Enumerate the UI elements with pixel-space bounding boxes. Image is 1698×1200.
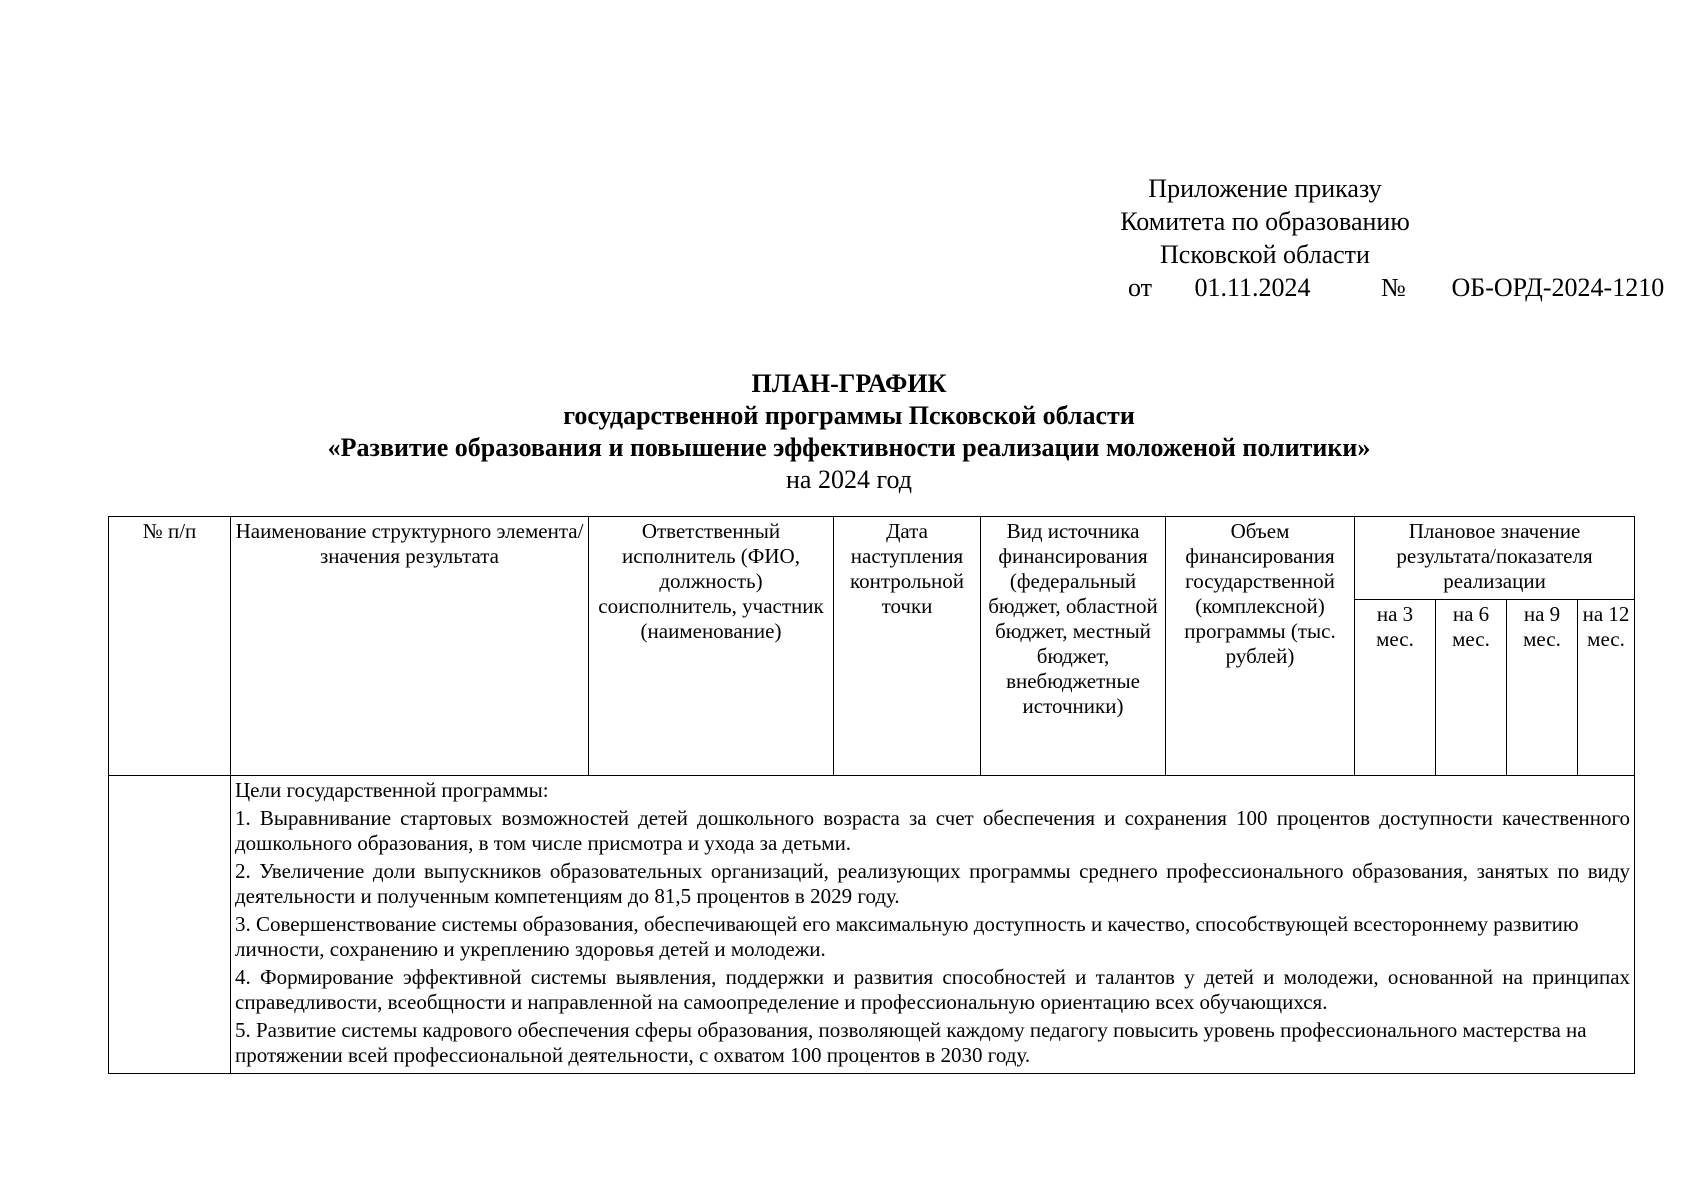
- goals-cell: [231, 776, 1635, 1074]
- header-num: № п/п: [109, 517, 231, 776]
- appendix-date-line: [1100, 271, 1665, 304]
- header-12-months: на 12 мес.: [1578, 600, 1635, 776]
- header-9-months: на 9 мес.: [1507, 600, 1578, 776]
- order-number: ОБ-ОРД-2024-1210: [1451, 273, 1665, 302]
- document-title: [0, 368, 1698, 496]
- title-line-1: ПЛАН-ГРАФИК: [751, 369, 947, 398]
- goal-item: 1. Выравнивание стартовых возможностей детей дошкольного возраста за счет обеспечения и сохранения 100 процентов доступности качественного дошкольного образования, в том числе присмотра и ухода за детьми.: [235, 806, 1631, 855]
- appendix-line-3: Псковской области: [1160, 240, 1370, 269]
- header-date: Дата наступления контрольной точки: [834, 517, 981, 776]
- title-line-4: на 2024 год: [786, 465, 912, 494]
- header-source: Вид источника финансирования (федеральный бюджет, областной бюджет, местный бюджет, внебюджетные источники): [981, 517, 1166, 776]
- goal-item: 5. Развитие системы кадрового обеспечения сферы образования, позволяющей каждому педагогу повысить уровень профессионального мастерства на протяжении всей профессиональной деятельности, с охватом 100 процентов в 2030 году.: [235, 1018, 1587, 1067]
- appendix-line-1: Приложение приказу: [1148, 174, 1382, 203]
- header-3-months: на 3 мес.: [1355, 600, 1436, 776]
- title-line-3: «Развитие образования и повышение эффективности реализации моложеной политики»: [327, 433, 1371, 462]
- goals-num-cell: [109, 776, 231, 1074]
- header-volume: Объем финансирования государственной (комплексной) программы (тыс. рублей): [1166, 517, 1355, 776]
- appendix-line-2: Комитета по образованию: [1120, 207, 1410, 236]
- number-sign: №: [1381, 273, 1406, 302]
- header-name: Наименование структурного элемента/ значения результата: [231, 517, 589, 776]
- goals-heading: Цели государственной программы:: [235, 778, 549, 802]
- title-line-2: государственной программы Псковской области: [563, 401, 1135, 430]
- header-executor: Ответственный исполнитель (ФИО, должность) соисполнитель, участник (наименование): [589, 517, 834, 776]
- header-planned: Плановое значение результата/показателя реализации: [1355, 517, 1635, 600]
- appendix-block: [1100, 172, 1665, 304]
- date-prefix: от: [1128, 273, 1153, 302]
- goal-item: 4. Формирование эффективной системы выявления, поддержки и развития способностей и талантов у детей и молодежи, основанной на принципах справедливости, всеобщности и направленной на самоопределение и профессиональную ориентацию всех обучающихся.: [235, 965, 1631, 1014]
- header-6-months: на 6 мес.: [1436, 600, 1507, 776]
- plan-table: [108, 516, 1635, 1074]
- goal-item: 3. Совершенствование системы образования, обеспечивающей его максимальную доступность и качество, способствующей всестороннему развитию личности, сохранению и укреплению здоровья детей и молодежи.: [235, 912, 1579, 961]
- order-date: 01.11.2024: [1194, 273, 1311, 302]
- goal-item: 2. Увеличение доли выпускников образовательных организаций, реализующих программы среднего профессионального образования, занятых по виду деятельности и полученным компетенциям до 81,5 процентов в 2029 году.: [235, 859, 1631, 908]
